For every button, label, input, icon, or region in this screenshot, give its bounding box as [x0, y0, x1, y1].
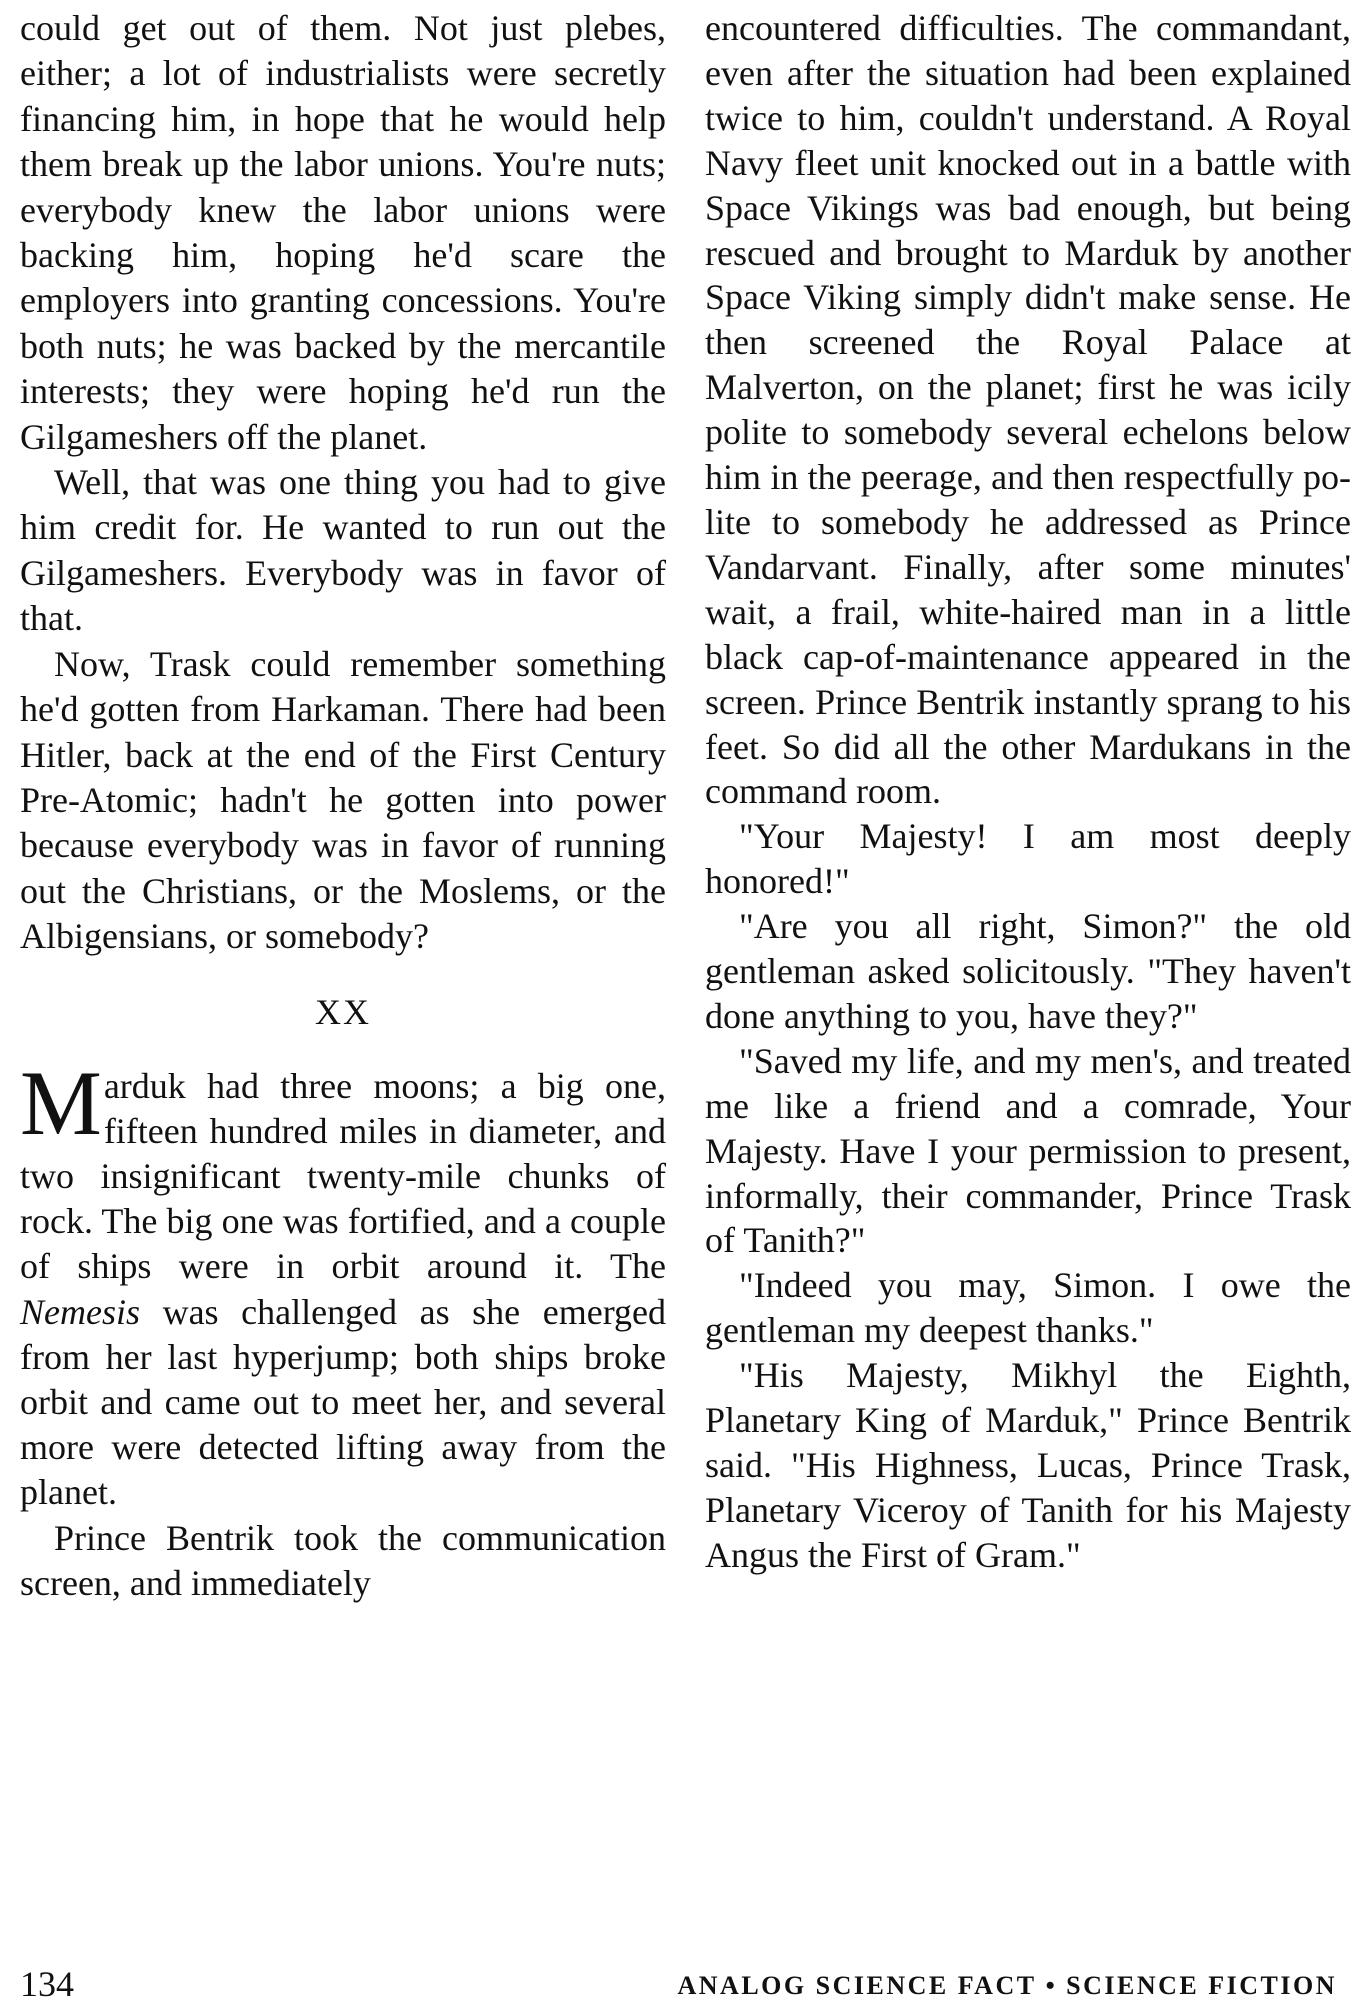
- right-column: [705, 6, 1351, 1578]
- paragraph: Well, that was one thing you had to give him credit for. He wanted to run out the Gilgameshers. Everybody was in favor of that.: [20, 462, 666, 639]
- page-number: 134: [20, 1964, 74, 2004]
- page-footer: [20, 1965, 1337, 2003]
- ship-name: Nemesis: [20, 1291, 140, 1332]
- drop-cap: M: [20, 1051, 102, 1154]
- magazine-title-part: SCIENCE FICTION: [1066, 1971, 1337, 2000]
- left-column: [20, 6, 666, 1606]
- paragraph: "Are you all right, Simon?" the old gentleman asked solicitously. "They haven't done anything to you, have they?": [705, 906, 1351, 1036]
- paragraph: Now, Trask could remember something he'd gotten from Harkaman. There had been Hitler, back at the end of the First Century Pre-Atomic; hadn't he gotten into power because everybody was in favor of running out the Christians, or the Moslems, or the Albigensians, or somebody?: [20, 643, 666, 957]
- paragraph: "Indeed you may, Simon. I owe the gentleman my deepest thanks.": [705, 1265, 1351, 1351]
- magazine-title: [678, 1971, 1338, 2001]
- paragraph: "Saved my life, and my men's, and treated me like a friend and a comrade, Your Majesty. Have I your permission to present, informally, their commander, Prince Trask of Tanith?": [705, 1040, 1351, 1261]
- paragraph-text: arduk had three moons; a big one, fifteen hundred miles in diameter, and two insignificant twenty-mile chunks of rock. The big one was fortified, and a couple of ships were in orbit around it. The: [20, 1065, 666, 1287]
- paragraph: "His Majesty, Mikhyl the Eighth, Planetary King of Marduk," Prince Bentrik said. "His Highness, Lucas, Prince Trask, Planetary Viceroy of Tanith for his Majesty Angus the First of Gram.": [705, 1355, 1351, 1575]
- chapter-opening-paragraph: [20, 1051, 667, 1516]
- paragraph: Prince Bentrik took the communication screen, and immediately: [20, 1517, 666, 1603]
- paragraph: encountered difficulties. The commandant, even after the situation had been explained twice to him, couldn't understand. A Royal Navy fleet unit knocked out in a battle with Space Vikings was bad enough, but being rescued and brought to Marduk by another Space Viking simply didn't make sense. He then screened the Royal Palace at Malverton, on the planet; first he was icily polite to somebody several echelons below him in the peerage, and then respectfully polite to somebody he addressed as Prince Vandarvant. Finally, after some minutes' wait, a frail, white-haired man in a little black cap-of-maintenance appeared in the screen. Prince Bentrik instantly sprang to his feet. So did all the other Mardukans in the command room.: [705, 8, 1351, 812]
- magazine-title-part: ANALOG SCIENCE FACT: [677, 1971, 1037, 2000]
- bullet-separator: •: [1045, 1971, 1058, 2000]
- paragraph: "Your Majesty! I am most deeply honored!": [705, 816, 1351, 902]
- chapter-heading: XX: [315, 991, 371, 1032]
- paragraph: could get out of them. Not just plebes, either; a lot of industrialists were secretly financing him, in hope that he would help them break up the labor unions. You're nuts; everybody knew the labor unions were backing him, hoping he'd scare the employers into granting concessions. You're both nuts; he was backed by the mercantile interests; they were hoping he'd run the Gilgameshers off the planet.: [20, 8, 666, 457]
- paragraph-text: was challenged as she emerged from her last hyperjump; both ships broke orbit and came out to meet her, and several more were detected lifting away from the planet.: [20, 1291, 667, 1513]
